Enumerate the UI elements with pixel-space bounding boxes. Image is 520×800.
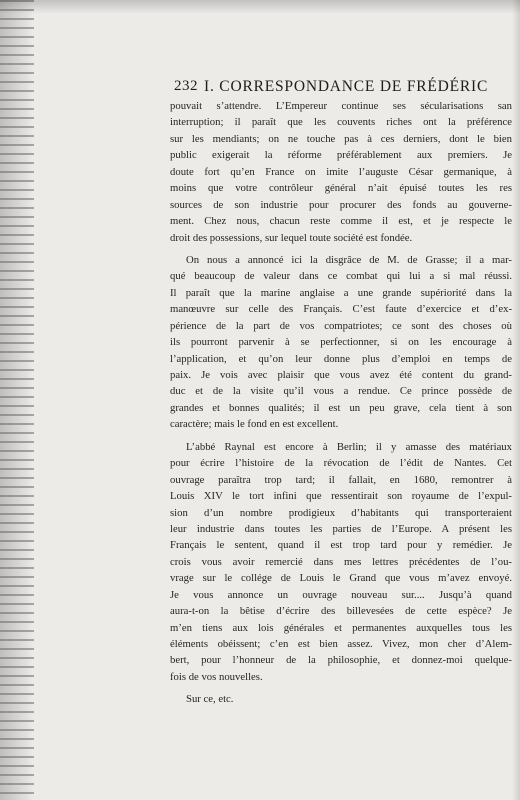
text-line: périence de la part de vos compatriotes; ce sont des choses où (170, 319, 512, 332)
text-line: crois vous avoir remercié dans mes lettres précédentes de l’ou- (170, 555, 512, 568)
paragraph (170, 252, 512, 433)
text-line: L’abbé Raynal est encore à Berlin; il y amasse des matériaux (186, 440, 512, 453)
text-line: leur industrie dans toutes les parties de l’Europe. A présent les (170, 522, 512, 535)
page-body (170, 98, 512, 708)
text-line: Louis XIV le tort infini que ressentirait son royaume de l’expul- (170, 490, 512, 503)
text-line: doute fort qu’en France on imite l’auguste César germanique, à (170, 165, 512, 178)
text-line: sion d’un nombre prodigieux d’habitants qui transporteraient (170, 506, 512, 519)
scan-shadow-left (0, 0, 34, 800)
text-line: Sur ce, etc. (186, 693, 234, 706)
text-line: paix. Je vois avec plaisir que vous avez été content du grand- (170, 369, 512, 381)
text-line: public exigerait la réforme préférablement aux premiers. Je (170, 149, 512, 162)
text-line: ment. Chez nous, chacun reste comme il est, et je respecte le (170, 215, 512, 228)
running-header (174, 78, 494, 100)
text-line: On nous a annoncé ici la disgrâce de M. de Grasse; il a mar- (186, 253, 512, 266)
text-line: sur les mendiants; on ne touche pas à ces derniers, dont le bien (170, 132, 512, 145)
page-number: 232 (174, 78, 198, 94)
text-line: interruption; il paraît que les couvents riches ont la préférence (170, 116, 512, 129)
text-line: moins que votre contrôleur général n’ait épuisé toutes les res (170, 182, 512, 195)
text-line: ils pourront parvenir à se perfectionner, si on les encourage à (170, 336, 512, 349)
text-line: aura-t-on la bêtise d’écrire des billevesées de cette espèce? Je (170, 605, 512, 618)
text-line: sources de son industrie pour procurer des fonds au gouverne- (170, 198, 512, 211)
text-line: manœuvre sur celle des Français. C’est faute d’exercice et d’ex- (170, 303, 512, 316)
text-line: duc et de la visite qu’il vous a rendue. Ce prince possède de (170, 385, 512, 398)
text-line: éléments obéissent; c’en est bien assez. Vivez, mon cher d’Alem- (170, 638, 512, 650)
scan-shadow-right (512, 0, 520, 800)
text-line: ouvrage paraîtra trop tard; il fallait, en 1680, remontrer à (170, 473, 512, 486)
text-line: m’en tiens aux lois générales et permanentes auxquelles tous les (170, 621, 512, 634)
text-line: l’application, et qu’on leur donne plus d’emploi en temps de (170, 352, 512, 365)
text-line: caractère; mais le fond en est excellent. (170, 418, 339, 431)
text-line: fois de vos nouvelles. (170, 670, 263, 683)
text-line: bert, pour l’honneur de la philosophie, et donnez-moi quelque- (170, 654, 512, 667)
header-title: I. CORRESPONDANCE DE FRÉDÉRIC (204, 78, 489, 95)
text-line: qué beaucoup de valeur dans ce combat qui lui a si mal réussi. (170, 270, 512, 283)
text-line: pouvait s’attendre. L’Empereur continue ses sécularisations san (170, 100, 512, 112)
text-line: vrage sur le collége de Louis le Grand que vous m’avez envoyé. (170, 572, 512, 585)
paragraph (170, 98, 512, 246)
text-line: droit des possessions, sur lequel toute société est fondée. (170, 231, 413, 244)
paragraph (170, 439, 512, 686)
text-line: Français le sentent, quand il est trop tard pour y remédier. Je (170, 539, 512, 552)
text-line: grandes et bonnes qualités; il est un peu grave, cela tient à son (170, 401, 512, 414)
text-line: Je vous annonce un ouvrage nouveau sur.... Jusqu’à quand (170, 588, 512, 601)
text-line: pour écrire l’histoire de la révocation de l’édit de Nantes. Cet (170, 457, 512, 470)
closing (170, 691, 512, 707)
text-line: Il paraît que la marine anglaise a une grande supériorité dans la (170, 286, 512, 299)
scan-shadow-top (0, 0, 520, 14)
